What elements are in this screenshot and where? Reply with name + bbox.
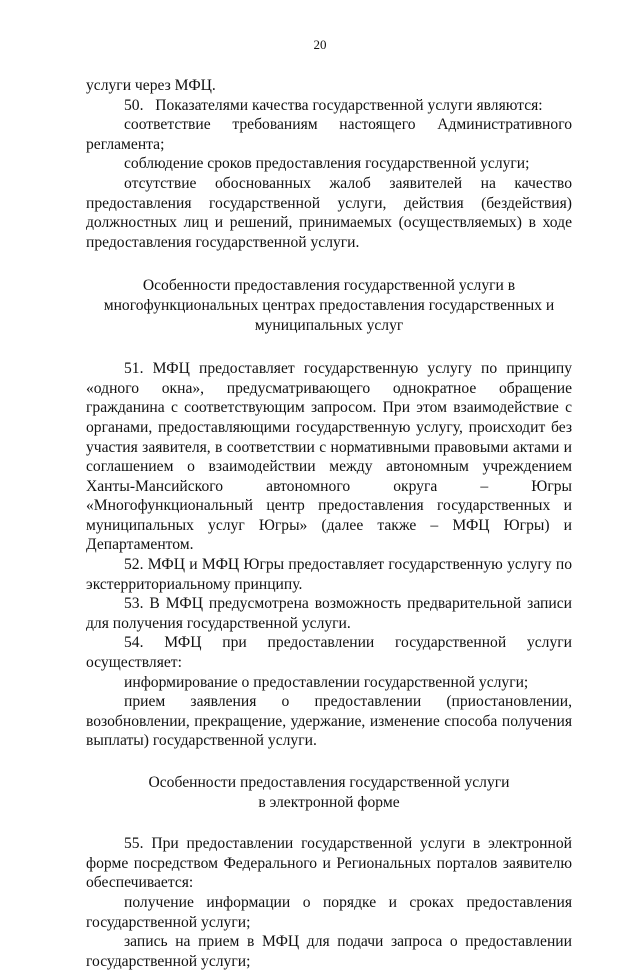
section-heading-electronic bbox=[86, 773, 572, 812]
document-body bbox=[86, 76, 572, 971]
list-item-deadlines: соблюдение сроков предоставления государственной услуги; bbox=[124, 155, 530, 173]
heading-line: в электронной форме bbox=[258, 793, 400, 811]
heading-line: Особенности предоставления государственной услуги в bbox=[142, 277, 516, 295]
heading-line: Особенности предоставления государственной услуги bbox=[148, 774, 510, 791]
list-item-application: прием заявления о предоставлении (приостановлении, возобновлении, прекращение, удержание, изменение способа получения выплаты) государственной услуги. bbox=[86, 693, 572, 750]
paragraph-54: 54. МФЦ при предоставлении государственной услуги осуществляет: bbox=[86, 634, 572, 672]
paragraph-53: 53. В МФЦ предусмотрена возможность предварительной записи для получения государственной услуги. bbox=[86, 595, 572, 632]
paragraph-continuation: услуги через МФЦ. bbox=[86, 77, 216, 94]
page-number: 20 bbox=[313, 37, 327, 52]
paragraph-51: 51. МФЦ предоставляет государственную услугу по принципу «одного окна», предусматривающего однократное обращение гражданина с соответствующим запросом. При этом взаимодействие с органами, предоставляющими государственную услугу, происходит без участия заявителя, в соответствии с нормативными правовыми актами и соглашением о взаимодействии между автономным учреждением Ханты-Мансийского автономного округа – Югры «Многофункциональный центр предоставления государственных и муниципальных услуг Югры» (далее также – МФЦ Югры) и Департаментом. bbox=[86, 360, 572, 554]
heading-line: муниципальных услуг bbox=[254, 316, 404, 334]
section-heading-mfc bbox=[86, 276, 572, 335]
paragraph-50: 50. Показателями качества государственной услуги являются: bbox=[124, 96, 543, 114]
heading-line: многофункциональных центрах предоставления государственных и bbox=[103, 296, 555, 314]
list-item-complaints: отсутствие обоснованных жалоб заявителей на качество предоставления государственной услуги, действия (бездействия) должностных лиц и решений, принимаемых (осуществляемых) в ходе предоставления государственной услуги. bbox=[86, 174, 572, 251]
list-item-compliance: соответствие требованиям настоящего Административного регламента; bbox=[86, 116, 572, 153]
list-item-appointment: запись на прием в МФЦ для подачи запроса о предоставлении государственной услуги; bbox=[86, 933, 572, 970]
paragraph-52: 52. МФЦ и МФЦ Югры предоставляет государственную услугу по экстерриториальному принципу. bbox=[86, 556, 572, 593]
paragraph-55: 55. При предоставлении государственной услуги в электронной форме посредством Федерального и Региональных порталов заявителю обеспечивается: bbox=[86, 835, 572, 892]
list-item-information: получение информации о порядке и сроках предоставления государственной услуги; bbox=[86, 893, 572, 931]
list-item-informing: информирование о предоставлении государственной услуги; bbox=[124, 673, 529, 691]
